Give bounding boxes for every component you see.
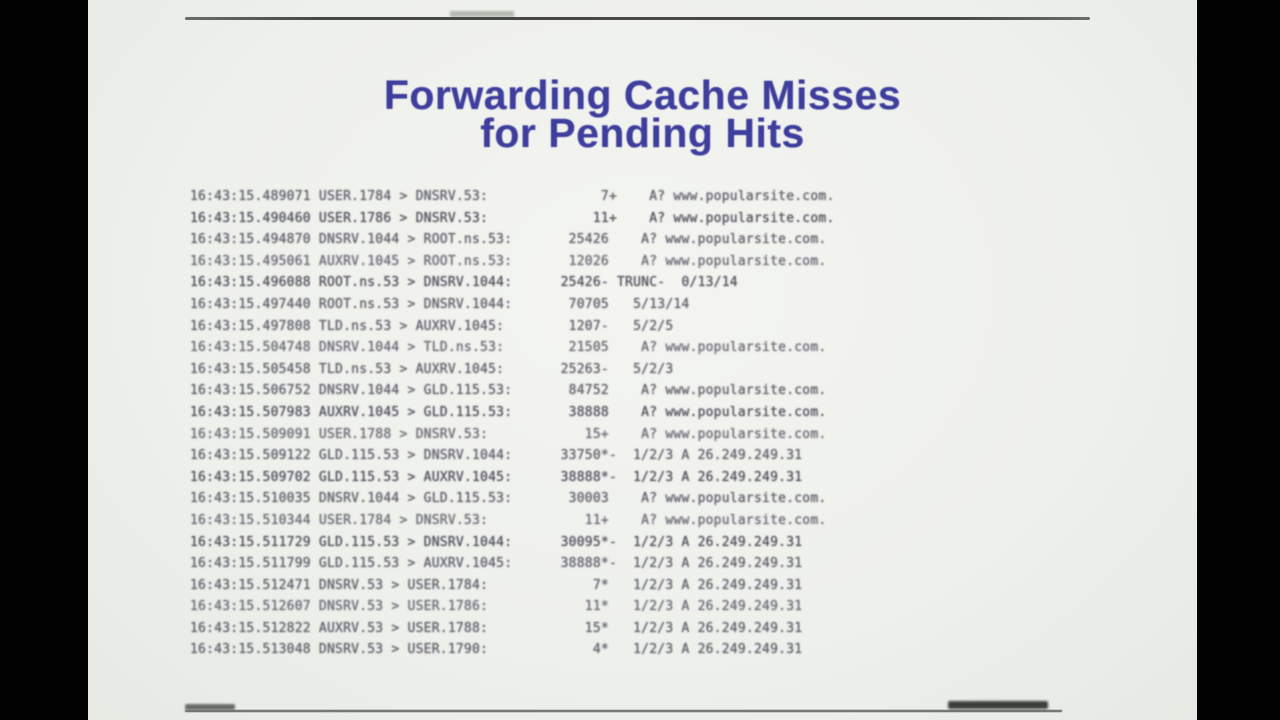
trace-log-line: 16:43:15.512471 DNSRV.53 > USER.1784: 7* 1/2/3 A 26.249.249.31 (190, 577, 803, 593)
trace-log-line: 16:43:15.489071 USER.1784 > DNSRV.53: 7+ A? www.popularsite.com. (190, 189, 835, 204)
trace-log-line: 16:43:15.490460 USER.1786 > DNSRV.53: 11+ A? www.popularsite.com. (190, 210, 835, 226)
top-divider-rule (185, 17, 1090, 20)
trace-log-line: 16:43:15.495061 AUXRV.1045 > ROOT.ns.53: 12026 A? www.popularsite.com. (190, 253, 827, 269)
trace-log-line: 16:43:15.497808 TLD.ns.53 > AUXRV.1045: 1207- 5/2/5 (190, 318, 674, 334)
trace-log-line: 16:43:15.511729 GLD.115.53 > DNSRV.1044: 30095*- 1/2/3 A 26.249.249.31 (190, 534, 803, 550)
footer-right-smudge (948, 701, 1048, 709)
slide-title (88, 72, 1197, 156)
letterbox-bar-left (0, 0, 88, 720)
letterbox-bar-right (1197, 0, 1280, 720)
trace-log-line: 16:43:15.506752 DNSRV.1044 > GLD.115.53: 84752 A? www.popularsite.com. (190, 383, 827, 399)
dns-trace-log (190, 186, 835, 661)
trace-log-line: 16:43:15.497440 ROOT.ns.53 > DNSRV.1044: 70705 5/13/14 (190, 296, 690, 312)
trace-log-line: 16:43:15.496088 ROOT.ns.53 > DNSRV.1044: 25426- TRUNC- 0/13/14 (190, 275, 738, 291)
trace-log-line: 16:43:15.510344 USER.1784 > DNSRV.53: 11+ A? www.popularsite.com. (190, 512, 827, 528)
footer-divider-rule (185, 710, 1062, 712)
trace-log-line: 16:43:15.512822 AUXRV.53 > USER.1788: 15* 1/2/3 A 26.249.249.31 (190, 620, 803, 636)
trace-log-line: 16:43:15.513048 DNSRV.53 > USER.1790: 4* 1/2/3 A 26.249.249.31 (190, 642, 803, 658)
trace-log-line: 16:43:15.504748 DNSRV.1044 > TLD.ns.53: 21505 A? www.popularsite.com. (190, 340, 827, 356)
trace-log-line: 16:43:15.509122 GLD.115.53 > DNSRV.1044: 33750*- 1/2/3 A 26.249.249.31 (190, 448, 803, 464)
slide-canvas (88, 0, 1197, 720)
slide-title-line1: Forwarding Cache Misses (383, 72, 902, 118)
trace-log-line: 16:43:15.509091 USER.1788 > DNSRV.53: 15+ A? www.popularsite.com. (190, 426, 827, 442)
trace-log-line: 16:43:15.511799 GLD.115.53 > AUXRV.1045: 38888*- 1/2/3 A 26.249.249.31 (190, 556, 803, 572)
trace-log-line: 16:43:15.494870 DNSRV.1044 > ROOT.ns.53: 25426 A? www.popularsite.com. (190, 232, 827, 248)
slide-title-line2: for Pending Hits (480, 110, 805, 156)
trace-log-line: 16:43:15.509702 GLD.115.53 > AUXRV.1045: 38888*- 1/2/3 A 26.249.249.31 (190, 469, 803, 485)
trace-log-line: 16:43:15.505458 TLD.ns.53 > AUXRV.1045: 25263- 5/2/3 (190, 361, 674, 377)
footer-left-smudge (185, 704, 235, 710)
trace-log-line: 16:43:15.512607 DNSRV.53 > USER.1786: 11* 1/2/3 A 26.249.249.31 (190, 599, 803, 615)
trace-log-line: 16:43:15.510035 DNSRV.1044 > GLD.115.53: 30003 A? www.popularsite.com. (190, 491, 827, 507)
trace-log-line: 16:43:15.507983 AUXRV.1045 > GLD.115.53: 38888 A? www.popularsite.com. (190, 404, 827, 420)
